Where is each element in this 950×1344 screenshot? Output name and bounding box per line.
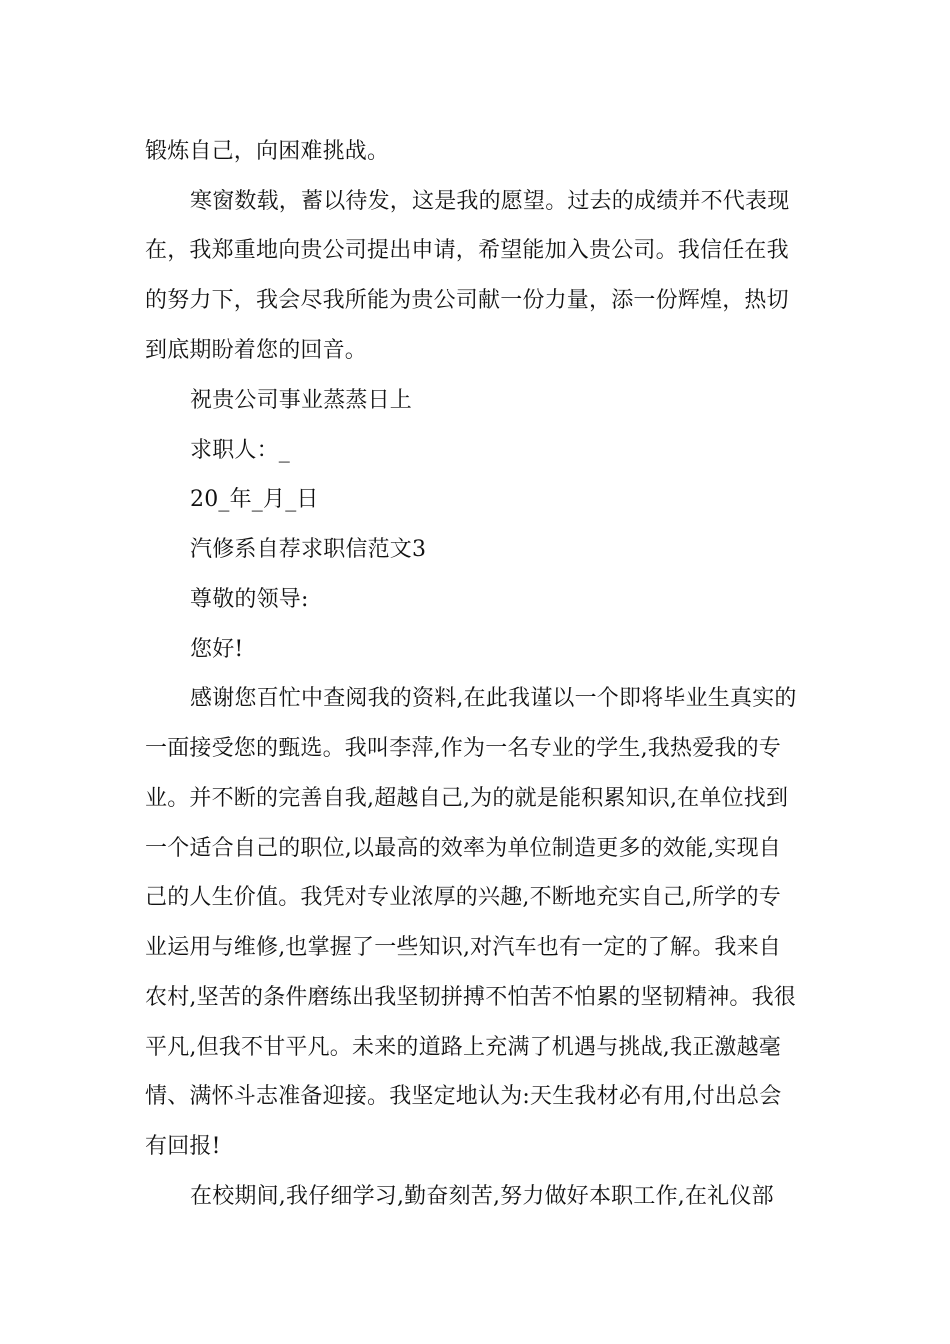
text-line: 农村,坚苦的条件磨练出我坚韧拼搏不怕苦不怕累的坚韧精神。我很: [145, 985, 796, 1010]
text-line: 您好!: [190, 637, 244, 662]
text-line: 祝贵公司事业蒸蒸日上: [190, 388, 413, 413]
text-line: 在校期间,我仔细学习,勤奋刻苦,努力做好本职工作,在礼仪部: [190, 1184, 774, 1209]
text-line: 求职人：_: [190, 438, 291, 463]
text-line: 一面接受您的甄选。我叫李萍,作为一名专业的学生,我热爱我的专: [145, 736, 781, 761]
text-line: 情、满怀斗志准备迎接。我坚定地认为:天生我材必有用,付出总会: [145, 1084, 782, 1109]
text-line: 到底期盼着您的回音。: [145, 338, 368, 363]
text-line: 业运用与维修,也掌握了一些知识,对汽车也有一定的了解。我来自: [145, 935, 781, 960]
text-line: 平凡,但我不甘平凡。未来的道路上充满了机遇与挑战,我正激越毫: [145, 1035, 781, 1060]
text-line: 20_年_月_日: [190, 487, 319, 512]
text-line: 一个适合自己的职位,以最高的效率为单位制造更多的效能,实现自: [145, 836, 781, 861]
text-line: 有回报!: [145, 1134, 221, 1159]
text-line: 锻炼自己，向困难挑战。: [145, 139, 390, 164]
text-line: 己的人生价值。我凭对专业浓厚的兴趣,不断地充实自己,所学的专: [145, 885, 781, 910]
text-line: 寒窗数载，蓄以待发，这是我的愿望。过去的成绩并不代表现: [190, 189, 790, 214]
text-line: 业。并不断的完善自我,超越自己,为的就是能积累知识,在单位找到: [145, 786, 789, 811]
text-line: 尊敬的领导:: [190, 587, 309, 612]
text-line: 的努力下，我会尽我所能为贵公司献一份力量，添一份辉煌，热切: [145, 288, 789, 313]
text-line: 汽修系自荐求职信范文3: [190, 537, 427, 562]
text-line: 感谢您百忙中查阅我的资料,在此我谨以一个即将毕业生真实的: [190, 686, 797, 711]
text-line: 在，我郑重地向贵公司提出申请，希望能加入贵公司。我信任在我: [145, 238, 789, 263]
